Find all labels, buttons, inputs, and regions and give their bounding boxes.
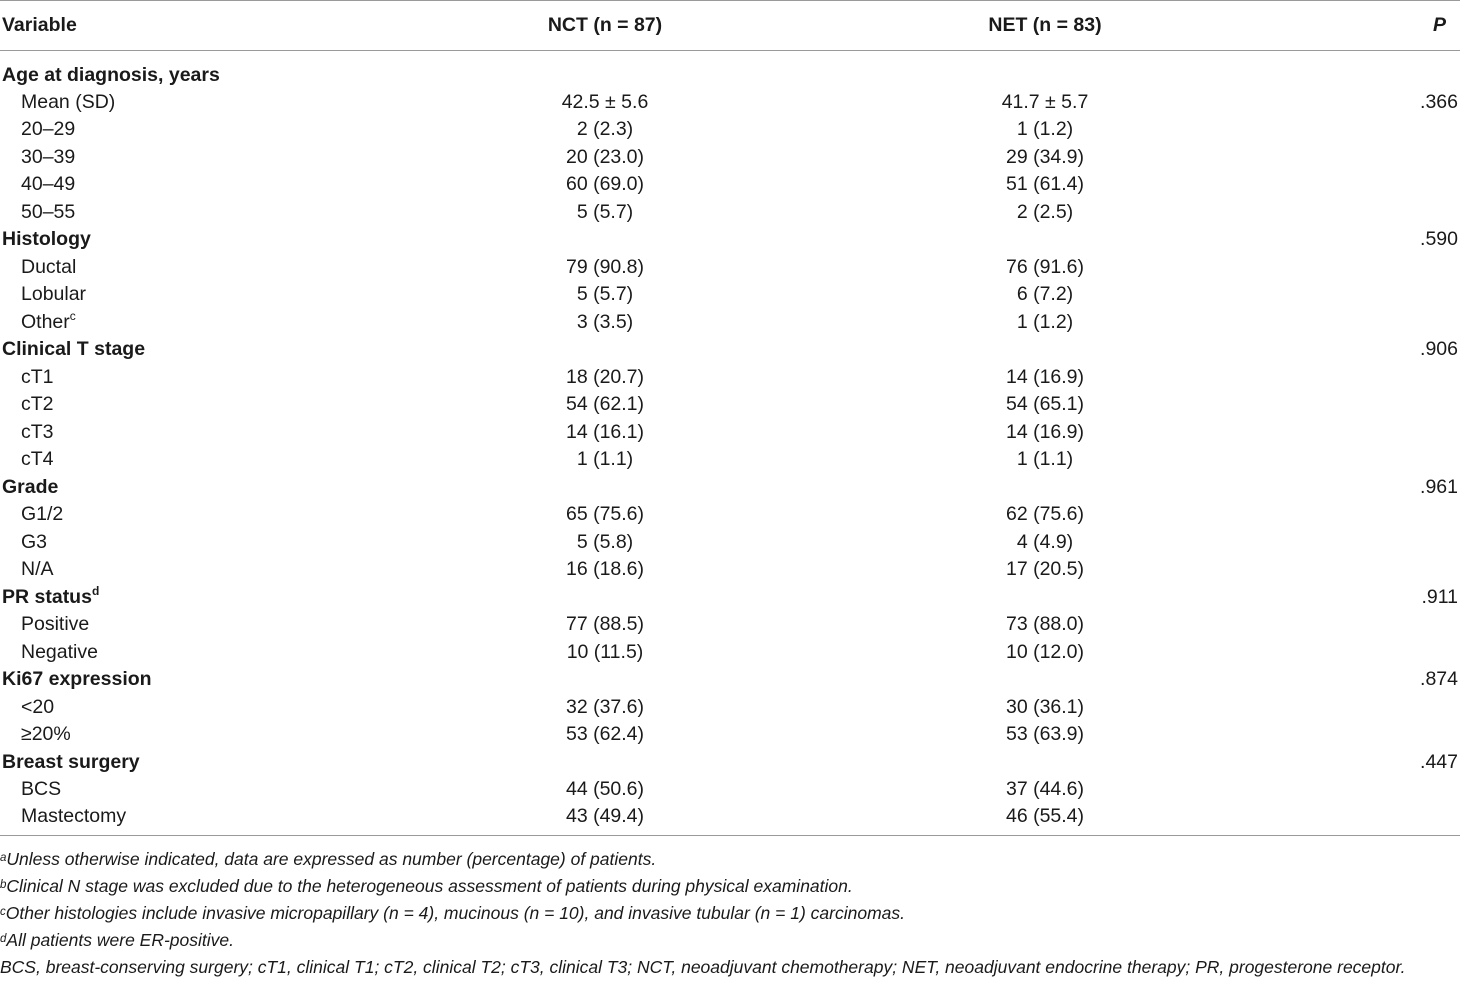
row-label-cell bbox=[0, 666, 390, 694]
row-label: <20 bbox=[21, 695, 55, 718]
net-value-cell bbox=[820, 749, 1270, 777]
row-label: Breast surgery bbox=[2, 750, 140, 773]
row-label-cell bbox=[0, 529, 390, 557]
row-label-cell bbox=[0, 364, 390, 392]
header-p-value: P bbox=[1270, 1, 1460, 51]
table-row bbox=[0, 391, 1460, 419]
nct-value-cell bbox=[390, 666, 820, 694]
p-value-cell: .366 bbox=[1420, 90, 1458, 113]
table-row bbox=[0, 89, 1460, 117]
nct-value-cell: 60 (69.0) bbox=[565, 173, 645, 196]
nct-value-cell: 5 (5.7) bbox=[576, 200, 634, 223]
table-row bbox=[0, 144, 1460, 172]
row-label-cell bbox=[0, 89, 390, 117]
row-label-cell bbox=[0, 309, 390, 337]
nct-value-cell: 2 (2.3) bbox=[576, 118, 634, 141]
table-section-row bbox=[0, 584, 1460, 612]
table-footnotes bbox=[0, 846, 1460, 981]
p-value-cell bbox=[1270, 804, 1460, 836]
table-section-row bbox=[0, 336, 1460, 364]
net-value-cell bbox=[820, 336, 1270, 364]
p-value-cell bbox=[1270, 144, 1460, 172]
row-label-cell bbox=[0, 721, 390, 749]
p-value-cell bbox=[1270, 639, 1460, 667]
row-label-cell bbox=[0, 611, 390, 639]
p-value-cell bbox=[1270, 694, 1460, 722]
net-value-cell: 1 (1.2) bbox=[1016, 310, 1074, 333]
row-label-cell bbox=[0, 446, 390, 474]
net-value-cell: 41.7 ± 5.7 bbox=[1001, 90, 1089, 113]
row-label: Other bbox=[21, 310, 70, 333]
footnote-marker: d bbox=[0, 933, 7, 945]
footnote-c bbox=[0, 900, 1460, 927]
net-value-cell: 14 (16.9) bbox=[1005, 420, 1085, 443]
p-value-cell bbox=[1270, 611, 1460, 639]
footnote-marker: c bbox=[0, 906, 6, 918]
net-value-cell: 29 (34.9) bbox=[1005, 145, 1085, 168]
p-value-cell bbox=[1270, 51, 1460, 89]
row-label: Clinical T stage bbox=[2, 338, 146, 361]
p-value-cell bbox=[1270, 199, 1460, 227]
row-label: G1/2 bbox=[21, 503, 64, 526]
table-section-row bbox=[0, 226, 1460, 254]
p-value-cell bbox=[1270, 309, 1460, 337]
row-label-cell bbox=[0, 254, 390, 282]
net-value-cell bbox=[820, 51, 1270, 89]
net-value-cell: 2 (2.5) bbox=[1016, 200, 1074, 223]
row-label: 50–55 bbox=[21, 200, 76, 223]
net-value-cell: 10 (12.0) bbox=[1005, 640, 1085, 663]
p-value-cell bbox=[1270, 116, 1460, 144]
nct-value-cell: 3 (3.5) bbox=[576, 310, 634, 333]
nct-value-cell: 5 (5.7) bbox=[576, 283, 634, 306]
p-value-cell bbox=[1270, 721, 1460, 749]
row-label: cT4 bbox=[21, 448, 54, 471]
table-section-row bbox=[0, 51, 1460, 89]
nct-value-cell bbox=[390, 226, 820, 254]
p-value-cell bbox=[1270, 171, 1460, 199]
row-label: Age at diagnosis, years bbox=[2, 64, 220, 87]
footnote-marker: a bbox=[0, 852, 7, 864]
nct-value-cell bbox=[390, 474, 820, 502]
table-row bbox=[0, 281, 1460, 309]
header-net: NET (n = 83) bbox=[820, 1, 1270, 51]
row-label: Histology bbox=[2, 228, 91, 251]
row-label-cell bbox=[0, 556, 390, 584]
row-label: cT3 bbox=[21, 420, 54, 443]
table-row bbox=[0, 419, 1460, 447]
table-section-row bbox=[0, 474, 1460, 502]
nct-value-cell bbox=[390, 51, 820, 89]
net-value-cell: 1 (1.2) bbox=[1016, 118, 1074, 141]
nct-value-cell bbox=[390, 584, 820, 612]
row-label: Ki67 expression bbox=[2, 668, 152, 691]
footnote-d bbox=[0, 927, 1460, 954]
net-value-cell: 1 (1.1) bbox=[1016, 448, 1074, 471]
nct-value-cell: 53 (62.4) bbox=[565, 723, 645, 746]
footnote-marker: c bbox=[69, 308, 76, 323]
net-value-cell: 37 (44.6) bbox=[1005, 778, 1085, 801]
p-value-cell bbox=[1270, 419, 1460, 447]
row-label: ≥20% bbox=[21, 723, 71, 746]
footnote-b bbox=[0, 873, 1460, 900]
net-value-cell bbox=[820, 474, 1270, 502]
p-value-cell bbox=[1270, 281, 1460, 309]
row-label: Mean (SD) bbox=[21, 90, 116, 113]
net-value-cell bbox=[820, 226, 1270, 254]
nct-value-cell: 65 (75.6) bbox=[565, 503, 645, 526]
row-label-cell bbox=[0, 226, 390, 254]
table-row bbox=[0, 116, 1460, 144]
p-value-cell: .874 bbox=[1420, 668, 1458, 691]
row-label: Grade bbox=[2, 475, 59, 498]
p-value-cell bbox=[1270, 364, 1460, 392]
row-label: 30–39 bbox=[21, 145, 76, 168]
net-value-cell: 76 (91.6) bbox=[1005, 255, 1085, 278]
row-label-cell bbox=[0, 804, 390, 836]
row-label-cell bbox=[0, 51, 390, 89]
row-label: Lobular bbox=[21, 283, 87, 306]
net-value-cell bbox=[820, 584, 1270, 612]
row-label-cell bbox=[0, 584, 390, 612]
row-label: G3 bbox=[21, 530, 48, 553]
net-value-cell: 14 (16.9) bbox=[1005, 365, 1085, 388]
net-value-cell: 46 (55.4) bbox=[820, 804, 1270, 836]
table-row bbox=[0, 501, 1460, 529]
footnote-marker: b bbox=[0, 879, 7, 891]
nct-value-cell: 77 (88.5) bbox=[565, 613, 645, 636]
nct-value-cell: 79 (90.8) bbox=[565, 255, 645, 278]
row-label-cell bbox=[0, 281, 390, 309]
table-row bbox=[0, 446, 1460, 474]
p-value-cell bbox=[1270, 529, 1460, 557]
table-row bbox=[0, 364, 1460, 392]
footnote-a bbox=[0, 846, 1460, 873]
table-row bbox=[0, 529, 1460, 557]
nct-value-cell: 43 (49.4) bbox=[390, 804, 820, 836]
footnote-text: All patients were ER-positive. bbox=[6, 930, 235, 950]
nct-value-cell: 1 (1.1) bbox=[576, 448, 634, 471]
p-value-cell: .911 bbox=[1421, 585, 1458, 608]
row-label-cell bbox=[0, 391, 390, 419]
row-label-cell bbox=[0, 749, 390, 777]
table-row bbox=[0, 639, 1460, 667]
p-value-cell bbox=[1270, 391, 1460, 419]
p-value-cell: .590 bbox=[1420, 228, 1458, 251]
nct-value-cell: 5 (5.8) bbox=[576, 530, 634, 553]
net-value-cell: 30 (36.1) bbox=[1005, 695, 1085, 718]
row-label: Negative bbox=[21, 640, 98, 663]
header-row bbox=[0, 1, 1460, 51]
row-label-cell bbox=[0, 501, 390, 529]
header-nct: NCT (n = 87) bbox=[390, 1, 820, 51]
row-label: PR status bbox=[2, 585, 92, 608]
nct-value-cell: 44 (50.6) bbox=[565, 778, 645, 801]
table-row bbox=[0, 199, 1460, 227]
net-value-cell: 6 (7.2) bbox=[1016, 283, 1074, 306]
p-value-cell bbox=[1270, 556, 1460, 584]
footnote-text: BCS, breast-conserving surgery; cT1, clinical T1; cT2, clinical T2; cT3, clinical T3; NCT, neoadjuvant chemotherapy; NET, neoadjuvant endocrine therapy; PR, progesterone receptor. bbox=[0, 957, 1406, 977]
net-value-cell: 4 (4.9) bbox=[1016, 530, 1074, 553]
footnote-marker: d bbox=[91, 583, 100, 598]
row-label: Mastectomy bbox=[21, 804, 127, 827]
p-value-cell bbox=[1270, 254, 1460, 282]
table-header bbox=[0, 1, 1460, 51]
row-label: 20–29 bbox=[21, 118, 76, 141]
nct-value-cell bbox=[390, 749, 820, 777]
nct-value-cell: 14 (16.1) bbox=[565, 420, 645, 443]
net-value-cell: 54 (65.1) bbox=[1005, 393, 1085, 416]
table-row bbox=[0, 171, 1460, 199]
row-label-cell bbox=[0, 116, 390, 144]
table-body bbox=[0, 51, 1460, 836]
row-label: Ductal bbox=[21, 255, 77, 278]
net-value-cell: 73 (88.0) bbox=[1005, 613, 1085, 636]
nct-value-cell: 42.5 ± 5.6 bbox=[561, 90, 649, 113]
p-value-cell: .961 bbox=[1420, 475, 1458, 498]
table-row bbox=[0, 804, 1460, 836]
footnote-text: Clinical N stage was excluded due to the heterogeneous assessment of patients during physical examination. bbox=[6, 876, 853, 896]
nct-value-cell: 32 (37.6) bbox=[565, 695, 645, 718]
row-label-cell bbox=[0, 474, 390, 502]
nct-value-cell bbox=[390, 336, 820, 364]
table-row bbox=[0, 254, 1460, 282]
table-row bbox=[0, 721, 1460, 749]
table-section-row bbox=[0, 749, 1460, 777]
footnote-text: Unless otherwise indicated, data are expressed as number (percentage) of patients. bbox=[6, 849, 657, 869]
row-label: cT1 bbox=[21, 365, 54, 388]
nct-value-cell: 16 (18.6) bbox=[565, 558, 645, 581]
footnote-text: Other histologies include invasive micropapillary (n = 4), mucinous (n = 10), and invasive tubular (n = 1) carcinomas. bbox=[5, 903, 905, 923]
p-value-cell bbox=[1270, 446, 1460, 474]
table-row bbox=[0, 694, 1460, 722]
net-value-cell: 62 (75.6) bbox=[1005, 503, 1085, 526]
row-label: cT2 bbox=[21, 393, 54, 416]
nct-value-cell: 18 (20.7) bbox=[565, 365, 645, 388]
row-label-cell bbox=[0, 639, 390, 667]
row-label-cell bbox=[0, 171, 390, 199]
row-label: 40–49 bbox=[21, 173, 76, 196]
table-row bbox=[0, 611, 1460, 639]
p-value-cell: .447 bbox=[1420, 750, 1458, 773]
p-value-cell bbox=[1270, 776, 1460, 804]
row-label-cell bbox=[0, 776, 390, 804]
table-section-row bbox=[0, 666, 1460, 694]
row-label-cell bbox=[0, 199, 390, 227]
table-row bbox=[0, 309, 1460, 337]
p-value-cell: .906 bbox=[1420, 338, 1458, 361]
net-value-cell: 51 (61.4) bbox=[1005, 173, 1085, 196]
table-row bbox=[0, 556, 1460, 584]
nct-value-cell: 54 (62.1) bbox=[565, 393, 645, 416]
p-value-cell bbox=[1270, 501, 1460, 529]
table-row bbox=[0, 776, 1460, 804]
row-label-cell bbox=[0, 336, 390, 364]
row-label: N/A bbox=[21, 558, 54, 581]
net-value-cell: 53 (63.9) bbox=[1005, 723, 1085, 746]
net-value-cell bbox=[820, 666, 1270, 694]
nct-value-cell: 10 (11.5) bbox=[566, 640, 644, 663]
row-label: BCS bbox=[21, 778, 62, 801]
nct-value-cell: 20 (23.0) bbox=[565, 145, 645, 168]
row-label: Positive bbox=[21, 613, 90, 636]
header-variable: Variable bbox=[0, 1, 390, 51]
row-label-cell bbox=[0, 694, 390, 722]
net-value-cell: 17 (20.5) bbox=[1005, 558, 1085, 581]
abbreviations-note bbox=[0, 954, 1460, 981]
row-label-cell bbox=[0, 419, 390, 447]
row-label-cell bbox=[0, 144, 390, 172]
